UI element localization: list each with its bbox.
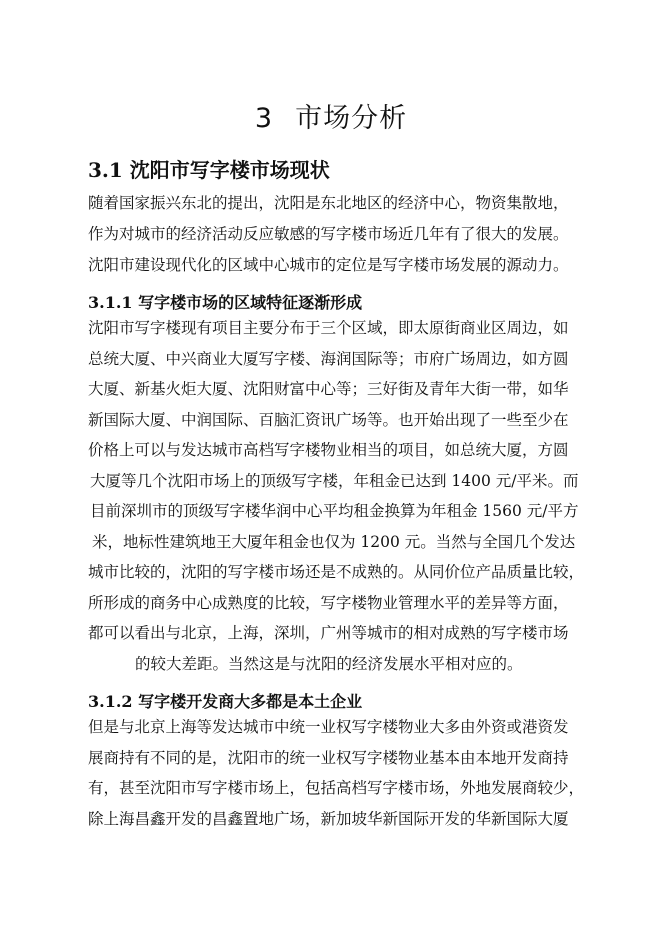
paragraph-line: 展商持有不同的是，沈阳市的统一业权写字楼物业基本由本地开发商持 <box>88 749 569 767</box>
paragraph-line: 目前深圳市的顶级写字楼华润中心平均租金换算为年租金 1560 元/平方 <box>90 502 579 520</box>
paragraph-line: 大厦、新基火炬大厦、沈阳财富中心等；三好街及青年大街一带，如华 <box>88 380 569 398</box>
paragraph-line: 随着国家振兴东北的提出，沈阳是东北地区的经济中心，物资集散地， <box>88 194 569 212</box>
paragraph-line: 沈阳市建设现代化的区域中心城市的定位是写字楼市场发展的源动力。 <box>88 256 569 274</box>
chapter-title <box>0 96 662 135</box>
paragraph-line: 除上海昌鑫开发的昌鑫置地广场，新加坡华新国际开发的华新国际大厦 <box>88 810 569 828</box>
paragraph-line: 有，甚至沈阳市写字楼市场上，包括高档写字楼市场，外地发展商较少， <box>88 779 585 797</box>
section-heading-3-1-1: 3.1.1 写字楼市场的区域特征逐渐形成 <box>88 293 363 312</box>
paragraph-line: 作为对城市的经济活动反应敏感的写字楼市场近几年有了很大的发展。 <box>88 225 569 243</box>
paragraph-line: 价格上可以与发达城市高档写字楼物业相当的项目，如总统大厦，方圆 <box>88 441 569 459</box>
section-heading-3-1: 3.1 沈阳市写字楼市场现状 <box>88 158 330 182</box>
paragraph-line: 新国际大厦、中润国际、百脑汇资讯广场等。也开始出现了一些至少在 <box>88 411 569 429</box>
chapter-number: 3 <box>254 103 274 134</box>
paragraph-line: 沈阳市写字楼现有项目主要分布于三个区域，即太原街商业区周边，如 <box>88 319 569 337</box>
paragraph-line: 但是与北京上海等发达城市中统一业权写字楼物业大多由外资或港资发 <box>88 718 569 736</box>
paragraph-line: 总统大厦、中兴商业大厦写字楼、海润国际等；市府广场周边，如方圆 <box>88 350 569 368</box>
paragraph-line: 米，地标性建筑地王大厦年租金也仅为 1200 元。当然与全国几个发达 <box>92 533 576 551</box>
paragraph-line: 的较大差距。当然这是与沈阳的经济发展水平相对应的。 <box>135 655 523 673</box>
paragraph-line: 都可以看出与北京，上海，深圳，广州等城市的相对成熟的写字楼市场 <box>88 624 569 642</box>
chapter-title-text: 市场分析 <box>295 103 408 134</box>
paragraph-line: 所形成的商务中心成熟度的比较，写字楼物业管理水平的差异等方面， <box>88 594 569 612</box>
section-heading-3-1-2: 3.1.2 写字楼开发商大多都是本土企业 <box>88 692 363 711</box>
paragraph-line: 城市比较的，沈阳的写字楼市场还是不成熟的。从同价位产品质量比较， <box>88 563 585 581</box>
paragraph-line: 大厦等几个沈阳市场上的顶级写字楼，年租金已达到 1400 元/平米。而 <box>90 472 579 490</box>
